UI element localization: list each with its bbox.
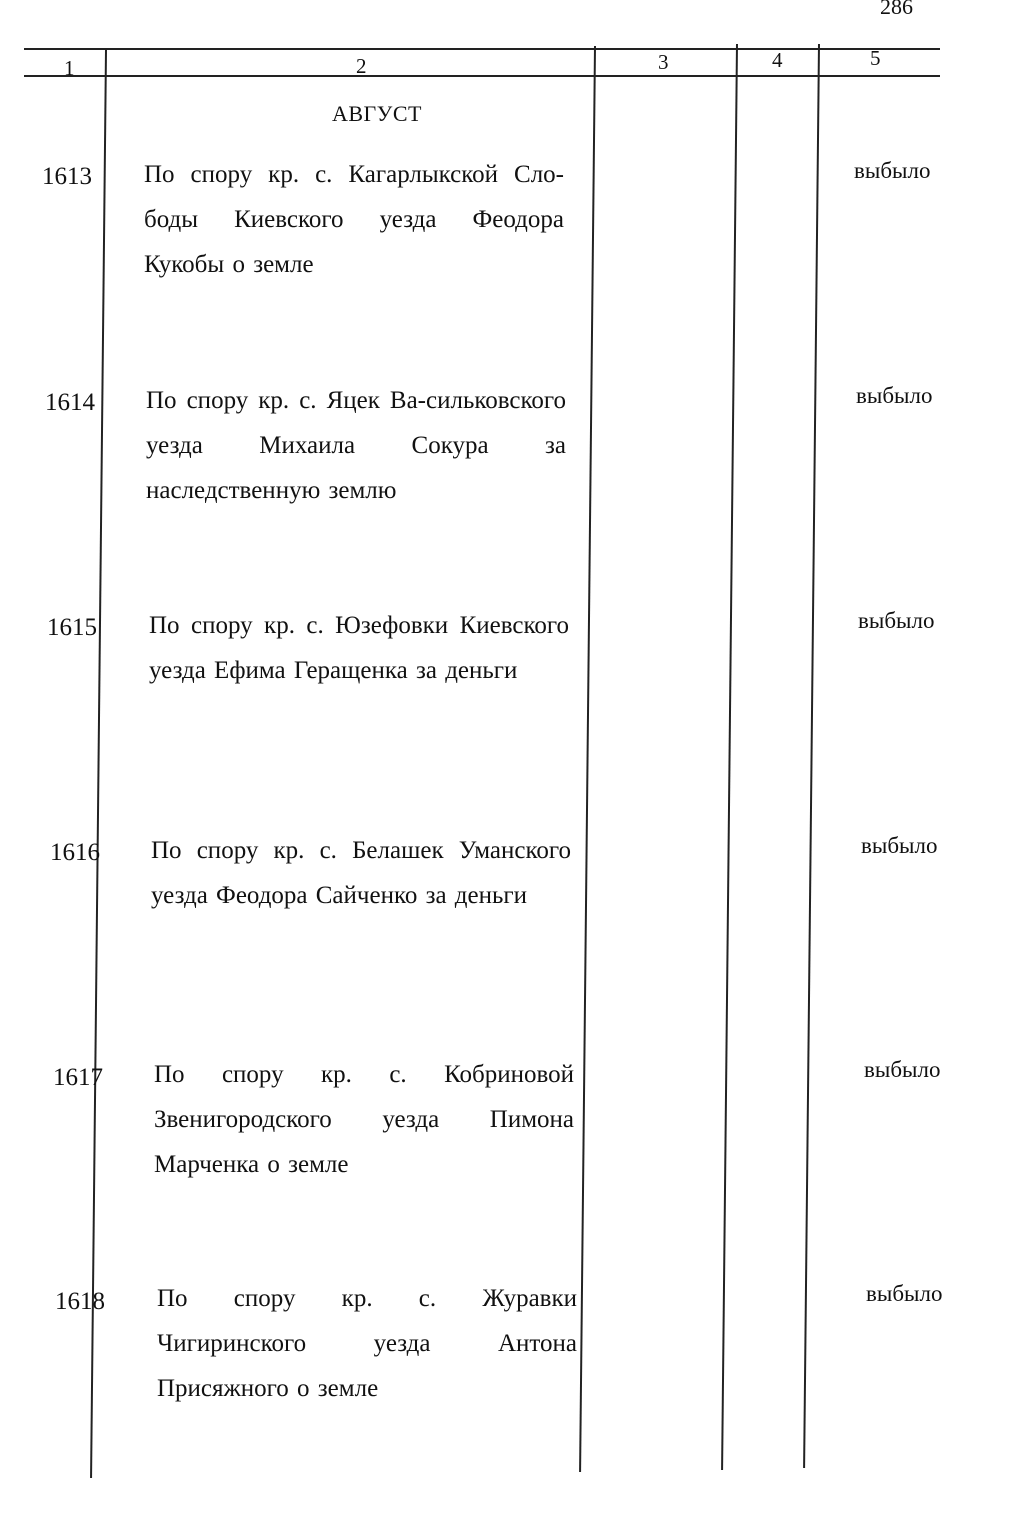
entry-description: По спору кр. с. Кобриновой Звенигородского уезда Пимона Марченка о земле [154,1061,574,1178]
entry-number: 1615 [47,614,97,641]
entry-number: 1618 [55,1288,105,1315]
column-header-2: 2 [356,54,367,78]
entry-description: По спору кр. с. Белашек Уманского уезда Феодора Сайченко за деньги [151,837,571,909]
page-number: 286 [880,0,913,19]
entry-description: По спору кр. с. Юзефовки Киевского уезда Ефима Геращенка за деньги [149,612,569,684]
entry-number: 1617 [53,1064,103,1091]
entry-status: выбыло [858,608,935,633]
column-divider-3 [721,44,738,1470]
header-bottom-rule [24,75,940,77]
column-header-4: 4 [772,48,783,72]
entry-number: 1613 [42,163,92,190]
column-divider-2 [579,46,596,1472]
entry-status: выбыло [854,158,931,183]
column-header-1: 1 [64,56,75,80]
column-header-3: 3 [658,50,669,74]
entry-status: выбыло [861,833,938,858]
entry-description: По спору кр. с. Кагарлыкской Сло-боды Киевского уезда Феодора Кукобы о земле [144,161,564,278]
entry-number: 1616 [50,839,100,866]
column-divider-1 [90,50,107,1478]
entry-status: выбыло [864,1057,941,1082]
entry-number: 1614 [45,389,95,416]
month-heading: АВГУСТ [332,101,422,126]
table-top-rule [24,48,940,50]
column-divider-4 [803,44,820,1468]
column-header-5: 5 [870,46,881,70]
entry-status: выбыло [856,383,933,408]
entry-description: По спору кр. с. Журавки Чигиринского уезда Антона Присяжного о земле [157,1285,577,1402]
entry-status: выбыло [866,1281,943,1306]
entry-description: По спору кр. с. Яцек Ва-сильковского уезда Михаила Сокура за наследственную землю [146,387,566,504]
